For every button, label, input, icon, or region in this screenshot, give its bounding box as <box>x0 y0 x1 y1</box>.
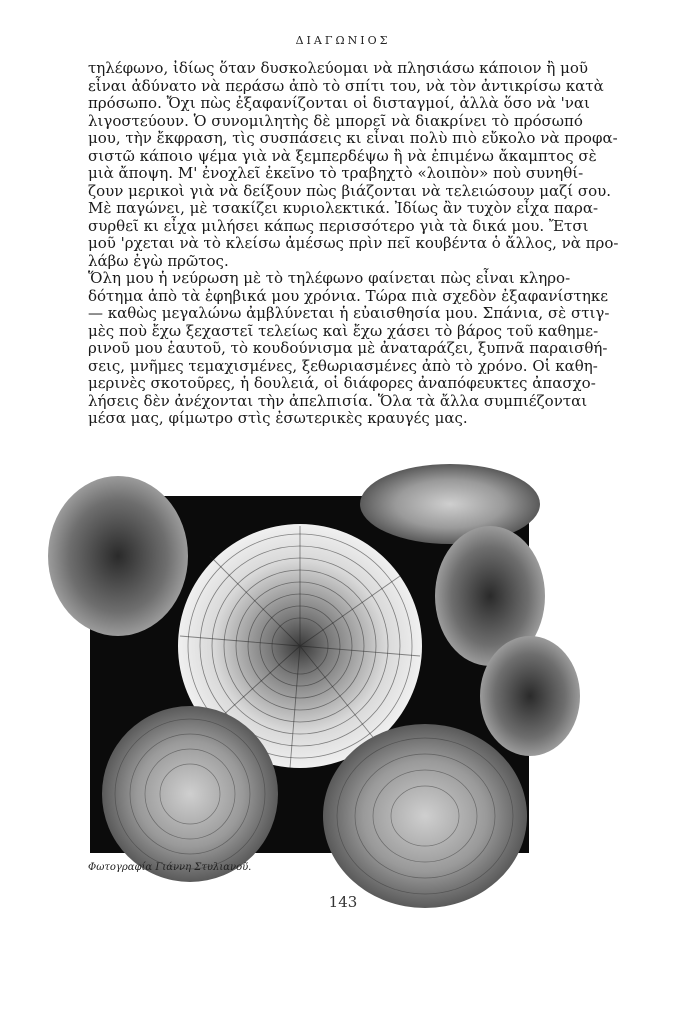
text-line: πρόσωπο. Ὄχι πὼς ἐξαφανίζονται οἱ δισταγμοί, ἀλλὰ ὅσο νὰ 'ναι <box>88 94 590 112</box>
text-line: σεις, μνῆμες τεμαχισμένες, ξεθωριασμένες ἀπὸ τὸ χρόνο. Οἱ καθη- <box>88 356 598 375</box>
text-line: δότημα ἀπὸ τὰ ἐφηβικά μου χρόνια. Τώρα πιὰ σχεδὸν ἐξαφανίστηκε <box>88 286 608 305</box>
text-line: Ὅλη μου ἡ νεύρωση μὲ τὸ τηλέφωνο φαίνεται πὼς εἶναι κληρο- <box>88 269 571 287</box>
text-line: μοῦ 'ρχεται νὰ τὸ κλείσω ἀμέσως πρὶν πεῖ κουβέντα ὁ ἄλλος, νὰ προ- <box>88 234 619 252</box>
text-line: λήσεις δὲν ἀνέχονται τὴν ἀπελπισία. Ὅλα τὰ ἄλλα συμπιέζονται <box>88 391 588 410</box>
text-line: ρινοῦ μου ἑαυτοῦ, τὸ κουδούνισμα μὲ ἀναταράζει, ξυπνᾶ παραισθή- <box>88 339 608 357</box>
text-line: συρθεῖ κι εἶχα μιλήσει κάπως περισσότερο γιὰ τὰ δικά μου. Ἔτσι <box>88 216 589 235</box>
text-line: λιγοστεύουν. Ὁ συνομιλητὴς δὲ μπορεῖ νὰ διακρίνει τὸ πρόσωπό <box>88 111 583 130</box>
running-title: ΔΙΑΓΩΝΙΟΣ <box>295 34 391 47</box>
text-line: λάβω ἐγὼ πρῶτος. <box>88 251 229 270</box>
text-line: μερινὲς σκοτοῦρες, ἡ δουλειά, οἱ διάφορες ἀναπόφευκτες ἀπασχο- <box>88 374 596 392</box>
page-number: 143 <box>328 893 358 911</box>
tree-rings-illustration <box>90 496 529 853</box>
tree-rings-photo <box>90 496 529 853</box>
lower-left-log <box>102 706 278 882</box>
text-line: — καθὼς μεγαλώνω ἀμβλύνεται ἡ εὐαισθησία μου. Σπάνια, σὲ στιγ- <box>88 304 610 322</box>
text-line: τηλέφωνο, ἰδίως ὅταν δυσκολεύομαι νὰ πλησιάσω κάποιον ἢ μοῦ <box>88 59 588 77</box>
text-line: μιὰ ἄποψη. Μ' ἐνοχλεῖ ἐκεῖνο τὸ τραβηχτὸ «λοιπὸν» ποὺ συνηθί- <box>88 164 584 182</box>
text-line: μέσα μας, φίμωτρο στὶς ἐσωτερικὲς κραυγές μας. <box>88 409 468 427</box>
text-line: Μὲ παγώνει, μὲ τσακίζει κυριολεκτικά. Ἰδίως ἂν τυχὸν εἶχα παρα- <box>88 199 599 217</box>
text-line: μου, τὴν ἔκφραση, τὶς συσπάσεις κι εἶναι πολὺ πιὸ εὔκολο νὰ προφα- <box>88 129 618 147</box>
text-line: σιστῶ κάποιο ψέμα γιὰ νὰ ξεμπερδέψω ἢ νὰ ἐπιμένω ἄκαμπτος σὲ <box>88 146 597 165</box>
text-line: μὲς ποὺ ἔχω ξεχαστεῖ τελείως καὶ ἔχω χάσει τὸ βάρος τοῦ καθημε- <box>88 321 599 340</box>
text-line: ζουν μερικοὶ γιὰ νὰ δείξουν πὼς βιάζονται νὰ τελειώσουν μαζί σου. <box>88 181 612 200</box>
body-text <box>88 59 619 428</box>
photo-caption: Φωτογραφία Γιάννη Στυλιανοῦ. <box>88 862 252 873</box>
text-line: εἶναι ἀδύνατο νὰ περάσω ἀπὸ τὸ σπίτι του, νὰ τὸν ἀντικρίσω κατὰ <box>88 76 604 95</box>
lower-right-log <box>323 724 527 908</box>
